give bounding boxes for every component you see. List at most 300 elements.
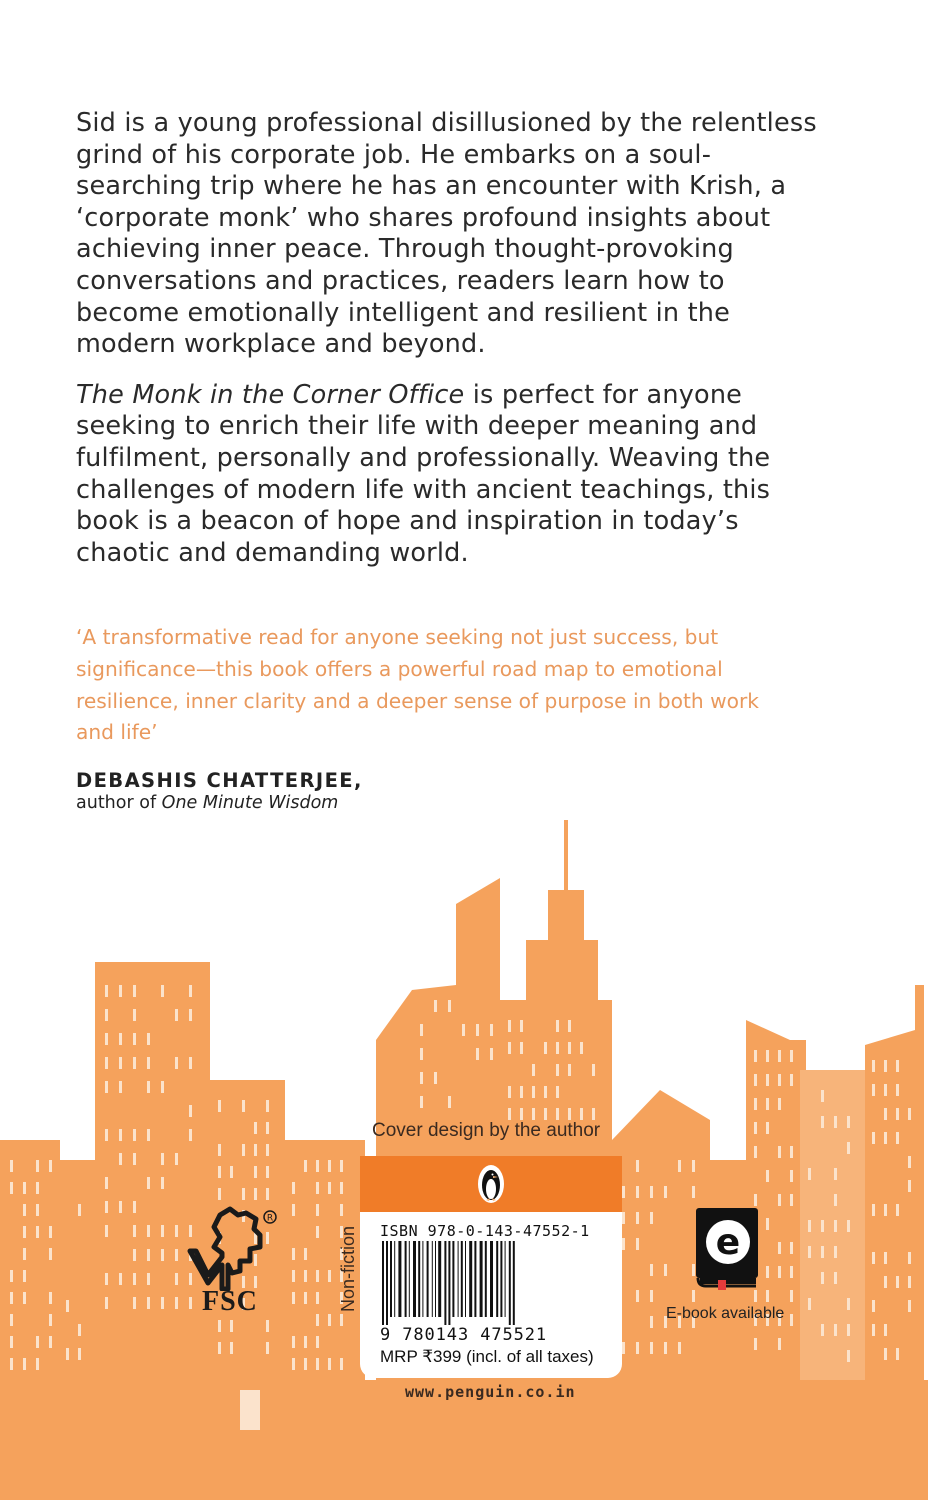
skyline-window [340,1358,343,1370]
skyline-window [556,1086,559,1098]
skyline-window [692,1290,695,1302]
skyline-window [434,1072,437,1084]
skyline-window [592,1064,595,1076]
skyline-window [175,1249,178,1261]
barcode-bar [505,1241,506,1317]
skyline-window [778,1146,781,1158]
skyline-window [316,1160,319,1172]
skyline-window [292,1270,295,1282]
skyline-window [420,1024,423,1036]
skyline-window [847,1220,850,1232]
skyline-window [556,1020,559,1032]
skyline-window [766,1122,769,1134]
skyline-window [254,1122,257,1134]
barcode-bar [438,1241,441,1317]
skyline-window [520,1086,523,1098]
skyline-window [218,1342,221,1354]
skyline-window [884,1060,887,1072]
skyline-window [872,1324,875,1336]
skyline-window [420,1048,423,1060]
skyline-window [650,1212,653,1224]
skyline-window [147,1129,150,1141]
skyline-window [778,1338,781,1350]
skyline-window [10,1182,13,1194]
skyline-window [448,1000,451,1012]
skyline-window [266,1100,269,1112]
skyline-window [230,1166,233,1178]
skyline-window [908,1276,911,1288]
skyline-window [266,1144,269,1156]
skyline-window [790,1146,793,1158]
skyline-window [161,985,164,997]
barcode-bar [413,1241,416,1317]
skyline-window [778,1098,781,1110]
skyline-window [636,1342,639,1354]
skyline-window [872,1132,875,1144]
skyline-window [556,1108,559,1120]
skyline-window [766,1170,769,1182]
skyline-window [23,1182,26,1194]
skyline-window [834,1168,837,1180]
genre-label: Non-fiction [338,1225,358,1312]
skyline-window [147,1033,150,1045]
skyline-window [161,1081,164,1093]
skyline-window [884,1276,887,1288]
skyline-window [316,1292,319,1304]
skyline-window [476,1048,479,1060]
skyline-window [664,1342,667,1354]
barcode-bar [394,1241,395,1317]
skyline-window [754,1290,757,1302]
skyline-window [304,1292,307,1304]
skyline-window [462,1024,465,1036]
skyline-window [10,1358,13,1370]
skyline-window [133,985,136,997]
skyline-window [242,1144,245,1156]
skyline-window [908,1156,911,1168]
skyline-window [133,1249,136,1261]
skyline-window [23,1358,26,1370]
skyline-window [872,1300,875,1312]
skyline-window [78,1324,81,1336]
skyline-window [133,1033,136,1045]
barcode-bar [469,1241,472,1317]
skyline-window [872,1084,875,1096]
skyline-window [692,1186,695,1198]
skyline-window [161,1177,164,1189]
skyline-window [754,1122,757,1134]
skyline-window [508,1086,511,1098]
skyline-window [834,1220,837,1232]
skyline-window [908,1252,911,1264]
skyline-window [790,1194,793,1206]
skyline-window [189,1009,192,1021]
skyline-window [766,1098,769,1110]
skyline-window [36,1160,39,1172]
skyline-window [10,1314,13,1326]
skyline-window [434,1000,437,1012]
skyline-window [23,1226,26,1238]
ebook-icon [694,1206,760,1290]
skyline-window [896,1084,899,1096]
isbn-text: ISBN 978-0-143-47552-1 [380,1222,590,1240]
skyline-window [544,1108,547,1120]
skyline-window [544,1086,547,1098]
barcode-guard-bar [382,1241,384,1325]
skyline-window [340,1182,343,1194]
skyline-window [78,1204,81,1216]
skyline-window [105,1057,108,1069]
skyline-window [316,1226,319,1238]
skyline-window [821,1090,824,1102]
skyline-window [189,1105,192,1117]
price-label: MRP ₹399 (incl. of all taxes) [380,1347,594,1366]
skyline-window [678,1160,681,1172]
skyline-window [778,1074,781,1086]
skyline-window [304,1270,307,1282]
skyline-window [847,1350,850,1362]
skyline-window [650,1264,653,1276]
skyline-window [692,1160,695,1172]
skyline-window [568,1020,571,1032]
skyline-window [133,1225,136,1237]
skyline-window [147,1057,150,1069]
skyline-window [766,1074,769,1086]
skyline-window [340,1314,343,1326]
skyline-window [292,1204,295,1216]
skyline-window [834,1246,837,1258]
skyline-window [175,1057,178,1069]
skyline-window [896,1132,899,1144]
skyline-window [556,1064,559,1076]
skyline-window [821,1324,824,1336]
skyline-window [105,1081,108,1093]
skyline-window [161,1297,164,1309]
skyline-window [754,1338,757,1350]
skyline-window [896,1276,899,1288]
skyline-window [119,1057,122,1069]
skyline-window [650,1342,653,1354]
skyline-window [49,1248,52,1260]
skyline-window [316,1336,319,1348]
skyline-window [834,1324,837,1336]
skyline-window [133,1009,136,1021]
skyline-window [754,1194,757,1206]
skyline-window [242,1100,245,1112]
skyline-window [778,1266,781,1278]
skyline-window [520,1020,523,1032]
skyline-window [189,985,192,997]
endorser-book: One Minute Wisdom [161,793,339,813]
skyline-window [884,1084,887,1096]
skyline-window [105,1177,108,1189]
skyline-window [304,1160,307,1172]
fsc-tree-icon [184,1205,284,1291]
skyline-window [316,1358,319,1370]
skyline-window [664,1264,667,1276]
barcode-bar [398,1241,401,1317]
skyline-window [49,1314,52,1326]
book-title: The Monk in the Corner Office [76,379,465,410]
skyline-window [821,1272,824,1284]
skyline-window [254,1188,257,1200]
blurb-paragraph-2-text: is perfect for anyone seeking to enrich their life with deeper meaning and fulfilment, personally and professionally. Weaving the challenges of modern life with ancient teachings, this book is a beacon of hope and inspiration in today’s chaotic and demanding world. [76,379,771,568]
skyline-window [23,1292,26,1304]
barcode-bar [452,1241,454,1317]
skyline-window [520,1108,523,1120]
skyline-window [292,1182,295,1194]
skyline-window [622,1212,625,1224]
barcode-bar [496,1241,498,1317]
blurb-paragraph-1: Sid is a young professional disillusioned by the relentless grind of his corporate job. He embarks on a soul-searching trip where he has an encounter with Krish, a ‘corporate monk’ who shares profound insights about achieving inner peace. Through thought-provoking conversations and practices, readers learn how to become emotionally intelligent and resilient in the modern workplace and beyond. [76,108,817,360]
skyline-window [10,1292,13,1304]
skyline-window [254,1166,257,1178]
skyline-window [420,1072,423,1084]
skyline-window [448,1096,451,1108]
skyline-window [328,1160,331,1172]
barcode-bar [418,1241,420,1317]
barcode-bar [405,1241,407,1317]
skyline-window [175,1153,178,1165]
skyline-window [49,1292,52,1304]
skyline-window [66,1300,69,1312]
skyline-window [119,1273,122,1285]
skyline-window [872,1252,875,1264]
skyline-window [636,1160,639,1172]
skyline-window [896,1060,899,1072]
cover-design-credit: Cover design by the author [372,1120,601,1141]
skyline-window [49,1226,52,1238]
skyline-window [147,1297,150,1309]
skyline-window [242,1188,245,1200]
skyline-window [556,1042,559,1054]
skyline-window [884,1252,887,1264]
skyline-window [340,1204,343,1216]
publisher-website: www.penguin.co.in [405,1383,576,1401]
skyline-window [105,1129,108,1141]
skyline-window [105,1297,108,1309]
barcode-guard-bar [386,1241,388,1325]
barcode-bar [409,1241,410,1317]
skyline-window [896,1204,899,1216]
skyline-window [790,1170,793,1182]
skyline-window [790,1242,793,1254]
skyline-window [218,1144,221,1156]
skyline-window [766,1290,769,1302]
skyline-window [49,1160,52,1172]
skyline-window [650,1186,653,1198]
skyline-window [133,1201,136,1213]
skyline-window [872,1204,875,1216]
skyline-window [821,1116,824,1128]
skyline-window [821,1246,824,1258]
skyline-window [266,1122,269,1134]
skyline-window [754,1050,757,1062]
barcode-bar [458,1241,459,1317]
skyline-window [532,1086,535,1098]
skyline-window [622,1238,625,1250]
skyline-window [790,1074,793,1086]
skyline-window [808,1168,811,1180]
skyline-window [218,1100,221,1112]
skyline-window [147,1249,150,1261]
skyline-window [568,1108,571,1120]
skyline-window [908,1108,911,1120]
skyline-window [778,1050,781,1062]
skyline-window [266,1166,269,1178]
skyline-window [218,1320,221,1332]
skyline-window [36,1226,39,1238]
skyline-window [908,1180,911,1192]
skyline-window [622,1186,625,1198]
barcode-panel [360,1156,622,1378]
skyline-window [532,1108,535,1120]
skyline-window [636,1238,639,1250]
skyline-window [520,1042,523,1054]
svg-text:R: R [266,1213,274,1224]
skyline-window [105,985,108,997]
svg-text:e: e [715,1222,741,1263]
skyline-window [790,1266,793,1278]
skyline-window [328,1182,331,1194]
skyline-window [36,1358,39,1370]
skyline-window [568,1064,571,1076]
skyline-window [508,1020,511,1032]
skyline-window [821,1220,824,1232]
skyline-window [340,1160,343,1172]
skyline-window [161,1153,164,1165]
skyline-window [664,1186,667,1198]
skyline-window [884,1132,887,1144]
skyline-window [175,1225,178,1237]
endorser-name-line: DEBASHIS CHATTERJEE, [76,769,363,792]
skyline-window [49,1336,52,1348]
skyline-window [105,1201,108,1213]
skyline-window [147,1177,150,1189]
skyline-window [532,1064,535,1076]
skyline-window [292,1248,295,1260]
endorser-role: author of One Minute Wisdom [76,793,339,813]
skyline-window [754,1146,757,1158]
barcode-guard-bar [448,1241,450,1325]
skyline-window [834,1194,837,1206]
skyline-window [292,1358,295,1370]
skyline-window [544,1042,547,1054]
barcode-bar [390,1241,392,1317]
skyline-window [23,1204,26,1216]
skyline-window [36,1204,39,1216]
skyline-window [105,1225,108,1237]
skyline-window [778,1194,781,1206]
skyline-building [60,1160,95,1500]
skyline-window [808,1246,811,1258]
skyline-window [790,1314,793,1326]
skyline-window [896,1348,899,1360]
skyline-window [133,1297,136,1309]
endorser-name: DEBASHIS CHATTERJEE [76,769,355,792]
barcode-bar [427,1241,429,1317]
skyline-window [766,1266,769,1278]
skyline-window [175,1009,178,1021]
skyline-window [328,1270,331,1282]
endorsement-quote: ‘A transformative read for anyone seeking not just success, but significance—this book offers a powerful road map to emotional resilience, inner clarity and a deeper sense of purpose in both work and life’ [76,625,759,745]
skyline-window [650,1316,653,1328]
skyline-window [189,1057,192,1069]
skyline-window [316,1314,319,1326]
skyline-window [508,1108,511,1120]
skyline-window [636,1212,639,1224]
skyline-window [304,1358,307,1370]
barcode-bar [490,1241,493,1317]
skyline-window [316,1270,319,1282]
skyline-window [808,1220,811,1232]
skyline-window [622,1342,625,1354]
skyline-window [119,1201,122,1213]
skyline-window [847,1116,850,1128]
skyline-window [884,1324,887,1336]
skyline-window [218,1166,221,1178]
skyline-window [420,1096,423,1108]
skyline-window [292,1336,295,1348]
barcode-guard-bar [513,1241,515,1325]
skyline-window [754,1098,757,1110]
skyline-window [10,1270,13,1282]
skyline-window [189,1129,192,1141]
skyline-window [778,1242,781,1254]
fsc-label: FSC [202,1286,258,1317]
skyline-window [766,1218,769,1230]
barcode-bar [500,1241,502,1317]
barcode [378,1241,604,1325]
skyline-window [316,1204,319,1216]
skyline-window [568,1042,571,1054]
skyline-window [23,1248,26,1260]
skyline-window [908,1300,911,1312]
barcode-bar [461,1241,463,1317]
skyline-window [23,1270,26,1282]
skyline-window [490,1048,493,1060]
skyline-window [790,1050,793,1062]
skyline-window [884,1108,887,1120]
skyline-window [884,1204,887,1216]
skyline-window [147,1225,150,1237]
skyline-window [580,1108,583,1120]
barcode-digits: 9 780143 475521 [380,1325,548,1345]
skyline-window [66,1348,69,1360]
skyline-window [808,1298,811,1310]
skyline-window [266,1188,269,1200]
skyline-window [292,1292,295,1304]
skyline-window [266,1320,269,1332]
skyline-window [328,1314,331,1326]
barcode-bar [485,1241,487,1317]
skyline-window [119,1033,122,1045]
skyline-window [328,1358,331,1370]
skyline-window [147,1273,150,1285]
skyline-window [147,1081,150,1093]
skyline-window [834,1272,837,1284]
skyline-window [254,1144,257,1156]
skyline-window [119,1081,122,1093]
skyline-window [175,1273,178,1285]
skyline-window [230,1320,233,1332]
barcode-bar [435,1241,436,1317]
skyline-window [133,1057,136,1069]
skyline-window [754,1074,757,1086]
skyline-window [161,1249,164,1261]
barcode-bar [432,1241,433,1317]
skyline-window [36,1336,39,1348]
